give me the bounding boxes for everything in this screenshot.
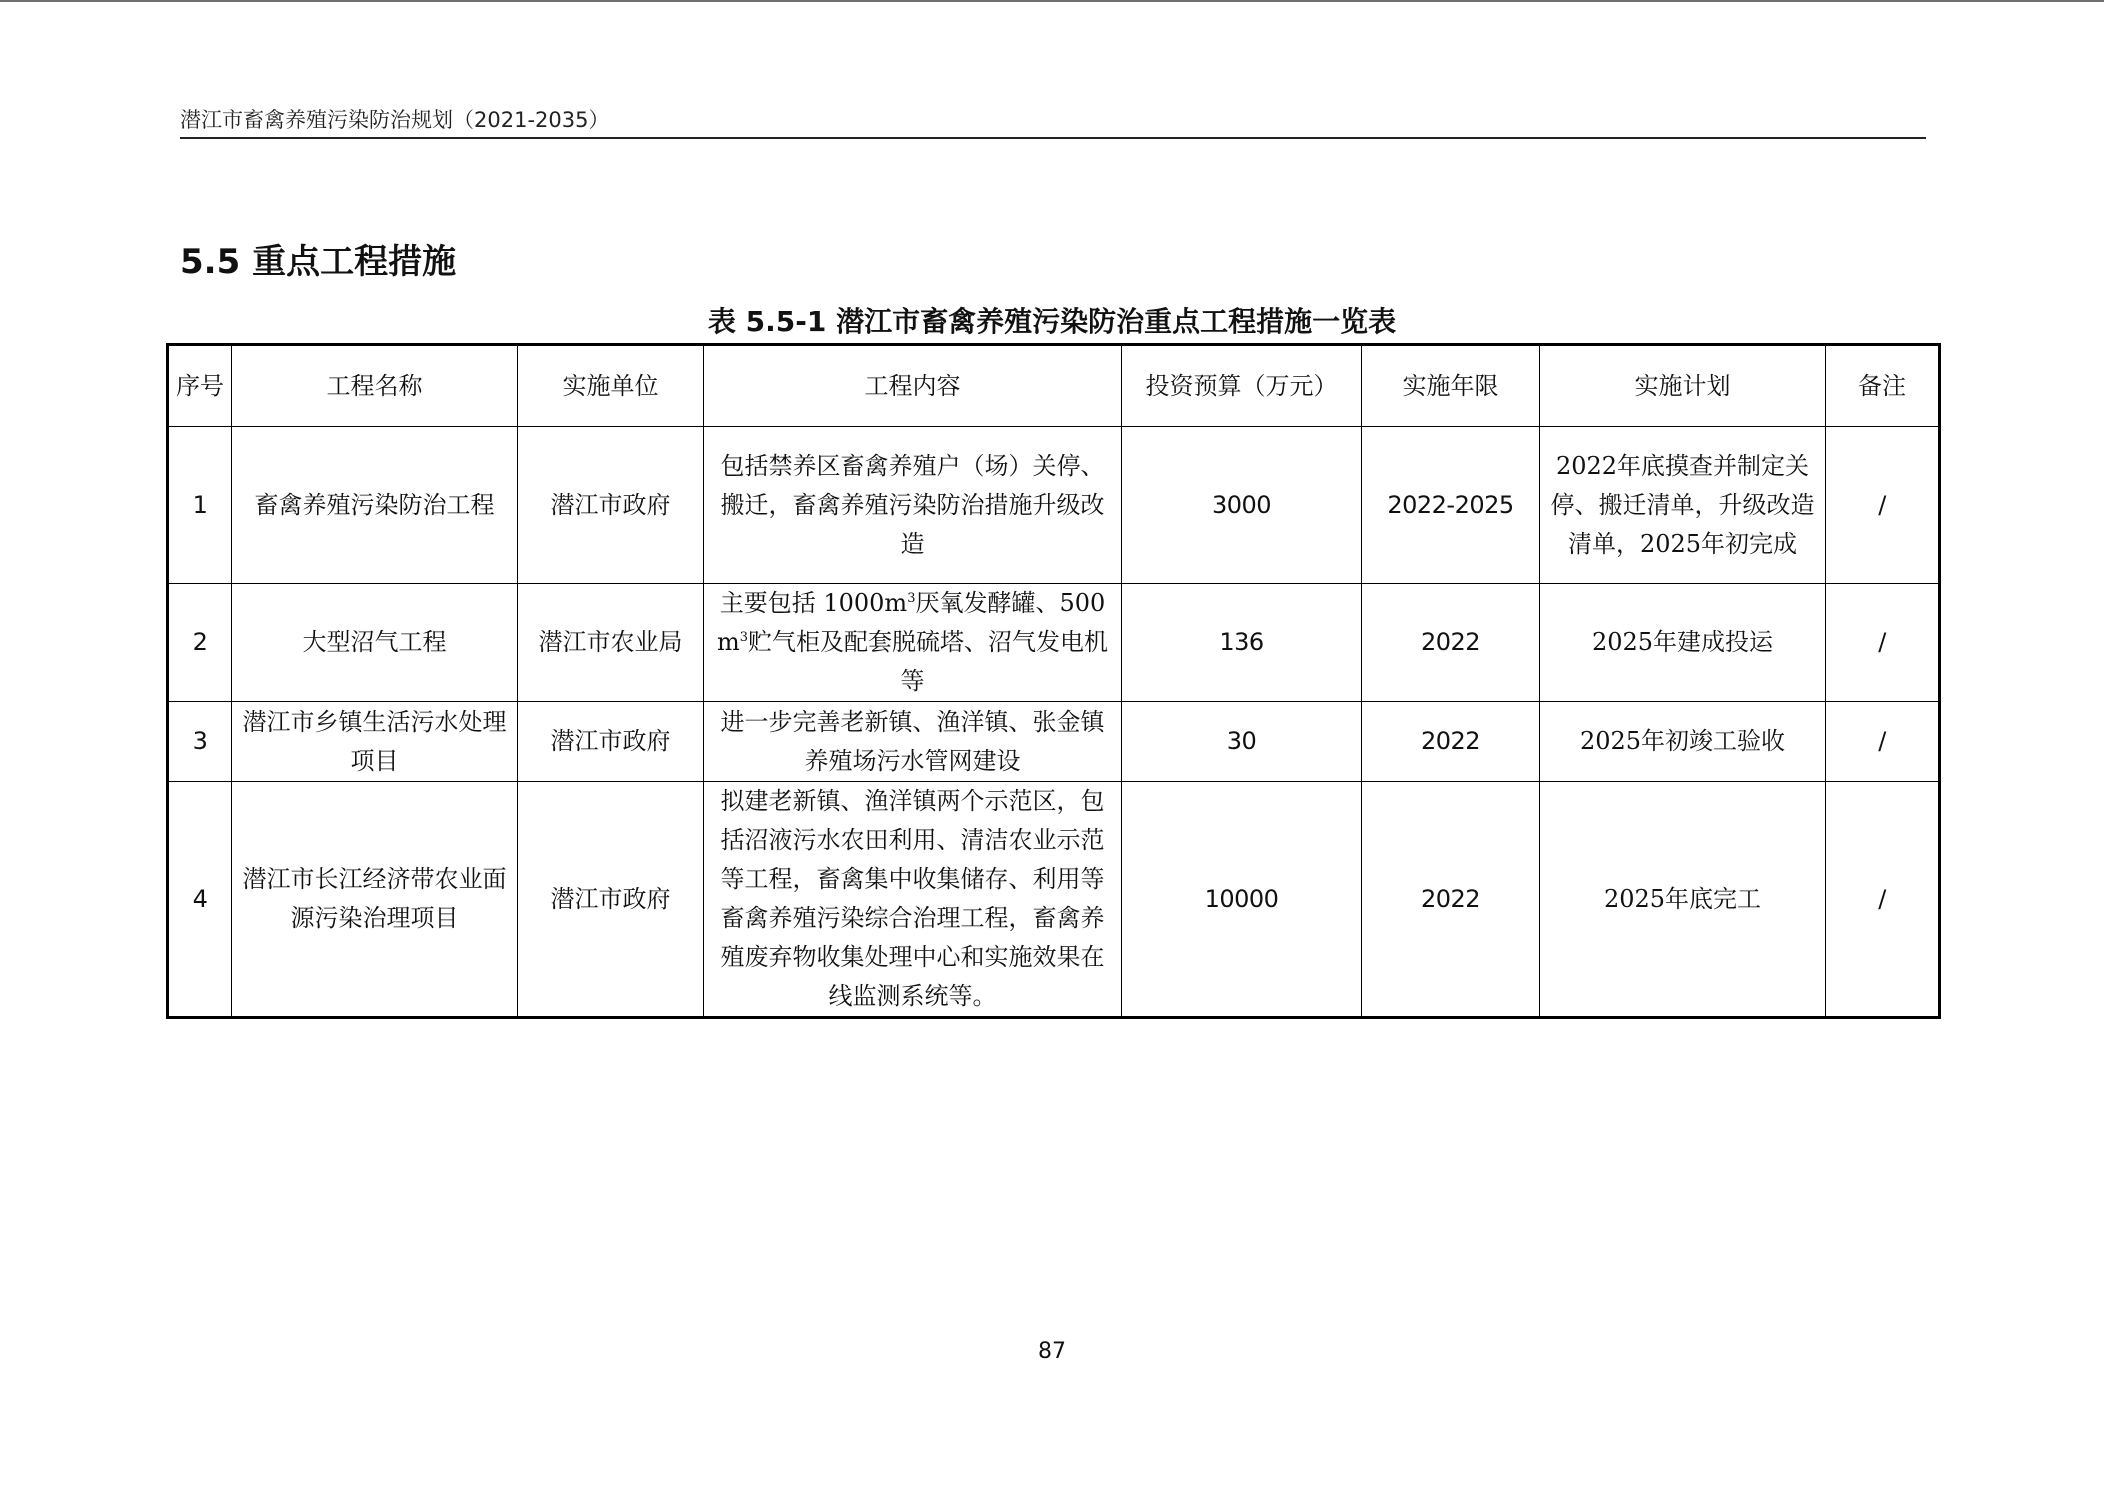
cell-no: 2 <box>168 584 232 702</box>
cell-unit: 潜江市政府 <box>518 427 704 584</box>
col-header-no: 序号 <box>168 345 232 427</box>
header-rule <box>180 137 1926 139</box>
cell-remark: / <box>1826 702 1940 782</box>
cell-remark: / <box>1826 782 1940 1018</box>
cell-period: 2022 <box>1362 782 1540 1018</box>
col-header-name: 工程名称 <box>232 345 518 427</box>
cell-plan: 2025年底完工 <box>1540 782 1826 1018</box>
cell-period: 2022-2025 <box>1362 427 1540 584</box>
cell-unit: 潜江市农业局 <box>518 584 704 702</box>
table-row <box>168 782 1940 1018</box>
cell-plan: 2025年初竣工验收 <box>1540 702 1826 782</box>
table-row <box>168 584 1940 702</box>
cell-budget: 136 <box>1122 584 1362 702</box>
cell-unit: 潜江市政府 <box>518 702 704 782</box>
table-caption: 表 5.5-1 潜江市畜禽养殖污染防治重点工程措施一览表 <box>707 305 1397 338</box>
superscript-3: 3 <box>907 591 916 606</box>
section-title: 5.5 重点工程措施 <box>180 242 457 282</box>
cell-name: 大型沼气工程 <box>232 584 518 702</box>
cell-no: 4 <box>168 782 232 1018</box>
col-header-period: 实施年限 <box>1362 345 1540 427</box>
col-header-unit: 实施单位 <box>518 345 704 427</box>
content-part-c: 贮气柜及配套脱硫塔、沼气发电机等 <box>748 628 1109 695</box>
running-header: 潜江市畜禽养殖污染防治规划（2021-2035） <box>180 108 610 132</box>
col-header-content: 工程内容 <box>704 345 1122 427</box>
cell-content <box>704 584 1122 702</box>
cell-period: 2022 <box>1362 584 1540 702</box>
cell-no: 3 <box>168 702 232 782</box>
cell-name: 畜禽养殖污染防治工程 <box>232 427 518 584</box>
page-number: 87 <box>1038 1339 1066 1364</box>
table-header-row <box>168 345 1940 427</box>
cell-plan: 2022年底摸查并制定关停、搬迁清单，升级改造清单，2025年初完成 <box>1540 427 1826 584</box>
cell-remark: / <box>1826 584 1940 702</box>
table-row <box>168 427 1940 584</box>
cell-budget: 3000 <box>1122 427 1362 584</box>
col-header-budget: 投资预算（万元） <box>1122 345 1362 427</box>
cell-budget: 30 <box>1122 702 1362 782</box>
cell-content: 进一步完善老新镇、渔洋镇、张金镇养殖场污水管网建设 <box>704 702 1122 782</box>
table-row <box>168 702 1940 782</box>
cell-name: 潜江市长江经济带农业面源污染治理项目 <box>232 782 518 1018</box>
col-header-plan: 实施计划 <box>1540 345 1826 427</box>
content-part-b: 厌氧发酵罐、500m <box>716 589 1106 656</box>
cell-name: 潜江市乡镇生活污水处理项目 <box>232 702 518 782</box>
cell-no: 1 <box>168 427 232 584</box>
cell-content: 拟建老新镇、渔洋镇两个示范区，包括沼液污水农田利用、清洁农业示范等工程，畜禽集中收集储存、利用等畜禽养殖污染综合治理工程，畜禽养殖废弃物收集处理中心和实施效果在线监测系统等。 <box>704 782 1122 1018</box>
cell-content: 包括禁养区畜禽养殖户（场）关停、搬迁，畜禽养殖污染防治措施升级改造 <box>704 427 1122 584</box>
col-header-remark: 备注 <box>1826 345 1940 427</box>
projects-table <box>166 343 1941 1019</box>
cell-remark: / <box>1826 427 1940 584</box>
content-part-a: 主要包括 1000m <box>719 589 908 617</box>
cell-period: 2022 <box>1362 702 1540 782</box>
cell-budget: 10000 <box>1122 782 1362 1018</box>
cell-unit: 潜江市政府 <box>518 782 704 1018</box>
page-top-border <box>0 0 2104 2</box>
cell-plan: 2025年建成投运 <box>1540 584 1826 702</box>
superscript-3: 3 <box>739 630 749 645</box>
